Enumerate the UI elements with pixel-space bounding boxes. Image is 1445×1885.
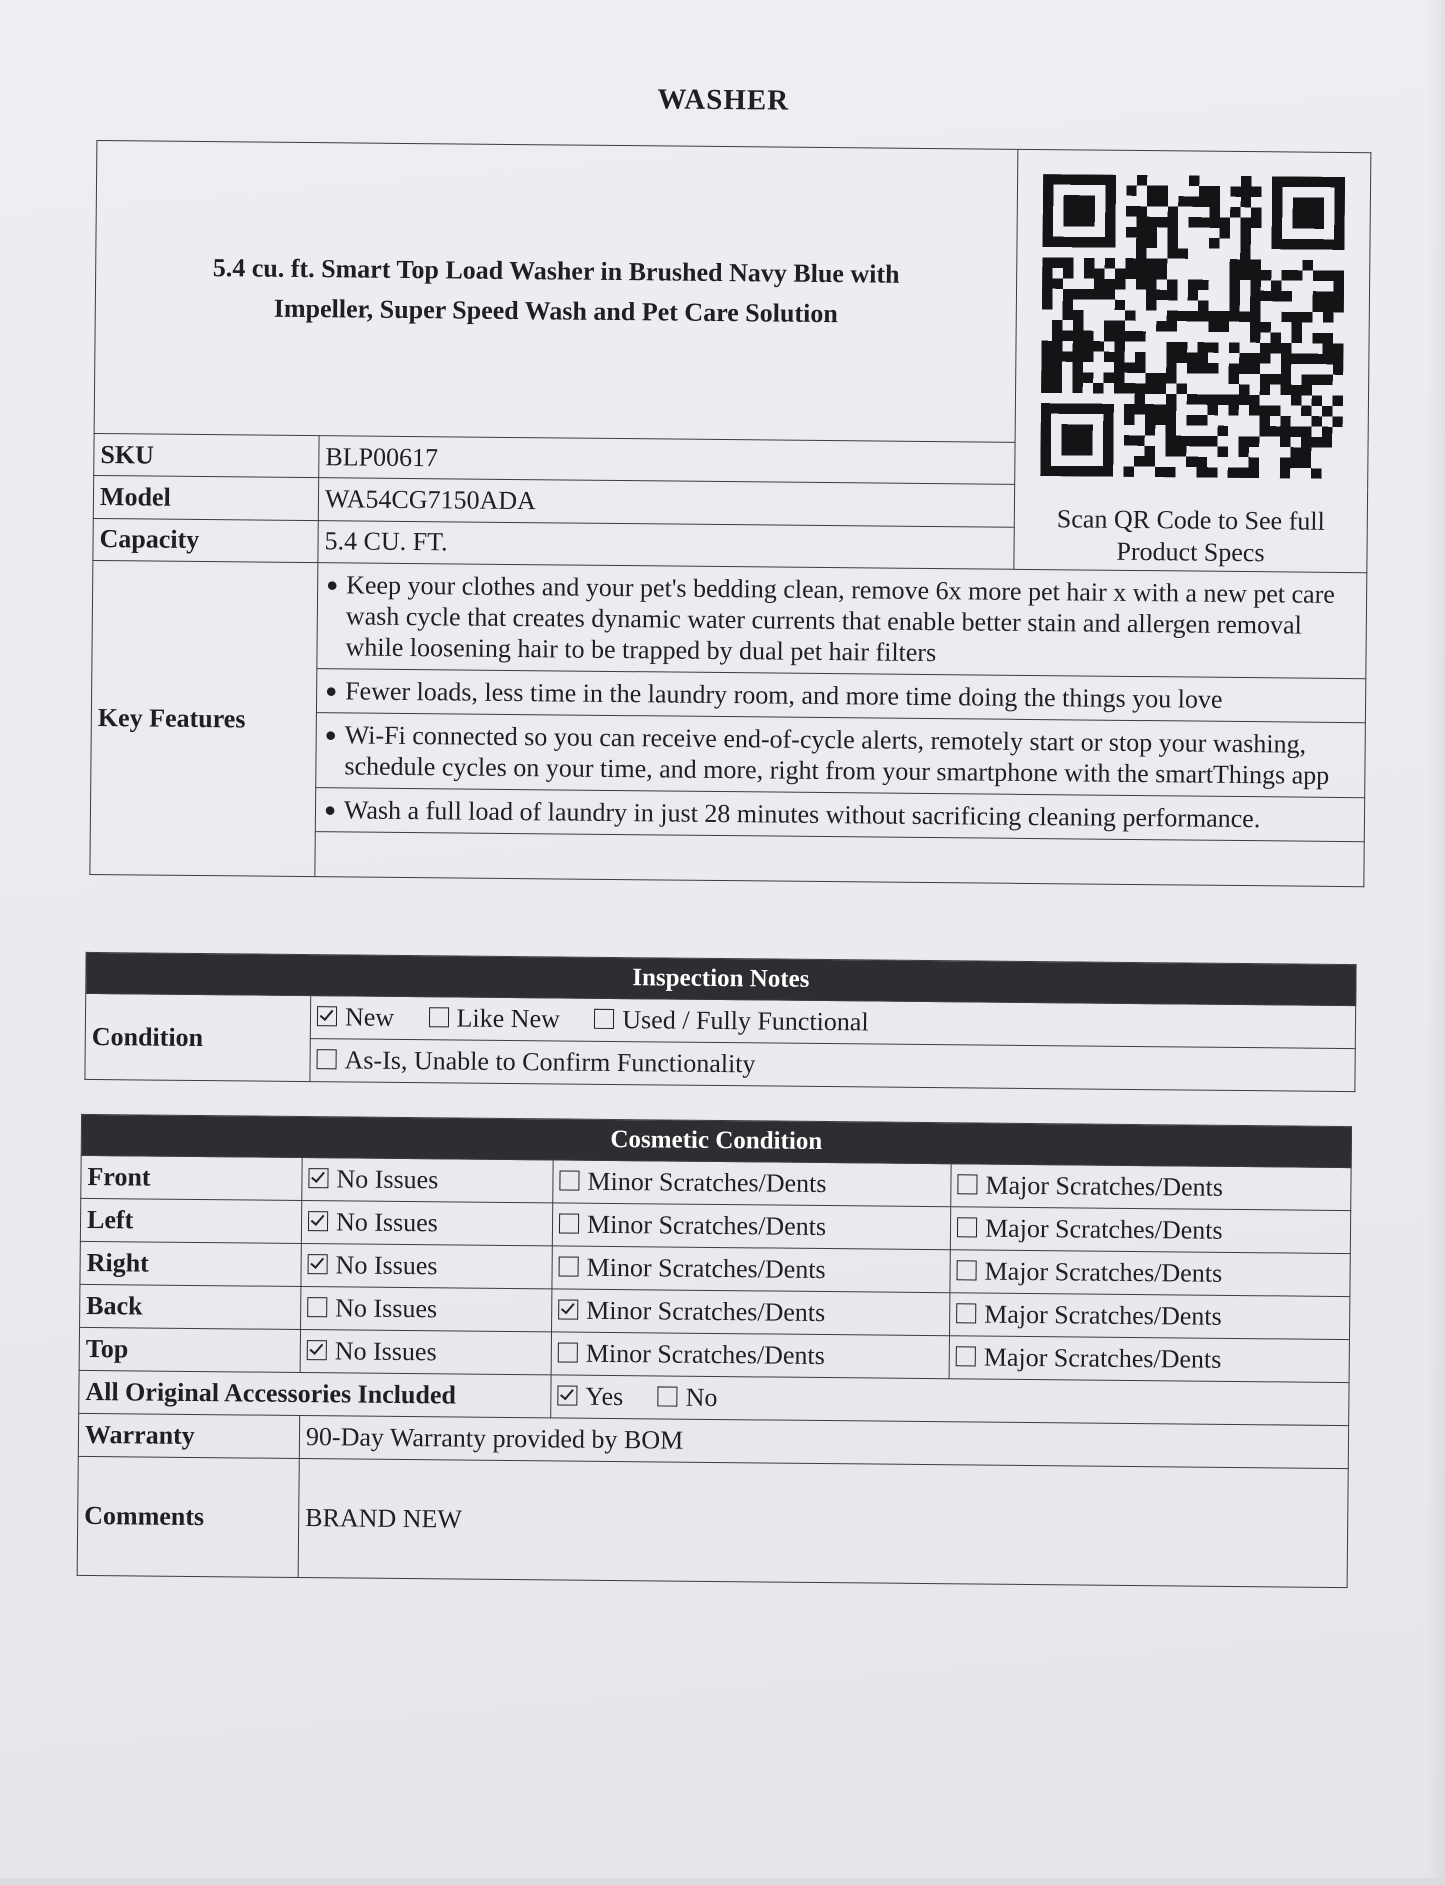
cosmetic-option-cell bbox=[551, 1332, 949, 1379]
option-label: Used / Fully Functional bbox=[622, 1005, 869, 1037]
cosmetic-option[interactable] bbox=[307, 1293, 437, 1324]
inspection-table bbox=[84, 952, 1356, 1092]
checkbox-icon[interactable] bbox=[308, 1211, 328, 1231]
spec-label-sku: SKU bbox=[94, 433, 319, 477]
checkbox-icon[interactable] bbox=[308, 1168, 328, 1188]
product-title bbox=[94, 140, 1018, 442]
cosmetic-option-cell bbox=[302, 1158, 553, 1203]
cosmetic-option[interactable] bbox=[559, 1209, 826, 1242]
cosmetic-option-cell bbox=[951, 1164, 1351, 1211]
option-label: Like New bbox=[456, 1003, 560, 1034]
condition-option-new[interactable] bbox=[317, 1002, 394, 1033]
option-label: Major Scratches/Dents bbox=[984, 1213, 1223, 1245]
cosmetic-option-cell bbox=[301, 1244, 552, 1289]
checkbox-icon[interactable] bbox=[957, 1260, 977, 1280]
option-label: No Issues bbox=[336, 1164, 439, 1195]
qr-caption-line-2: Product Specs bbox=[1116, 536, 1265, 568]
bullet-icon: ● bbox=[324, 724, 337, 747]
checkbox-icon[interactable] bbox=[558, 1342, 578, 1362]
accessories-option-yes[interactable] bbox=[557, 1381, 623, 1412]
warranty-value: 90-Day Warranty provided by BOM bbox=[299, 1415, 1348, 1468]
cosmetic-option[interactable] bbox=[558, 1252, 825, 1285]
cosmetic-option-cell bbox=[552, 1246, 950, 1293]
bullet-icon: ● bbox=[326, 574, 339, 597]
checkbox-icon[interactable] bbox=[307, 1297, 327, 1317]
option-label: No Issues bbox=[335, 1250, 438, 1281]
checkbox-icon[interactable] bbox=[558, 1299, 578, 1319]
cosmetic-option-cell bbox=[950, 1207, 1350, 1254]
cosmetic-option[interactable] bbox=[307, 1250, 437, 1281]
option-label: Major Scratches/Dents bbox=[985, 1170, 1224, 1202]
checkbox-icon[interactable] bbox=[307, 1340, 327, 1360]
cosmetic-option-cell bbox=[301, 1201, 552, 1246]
cosmetic-row-label: Back bbox=[80, 1284, 301, 1329]
condition-option-as-is[interactable] bbox=[316, 1045, 755, 1079]
cosmetic-row-label: Top bbox=[79, 1327, 300, 1372]
bullet-icon: ● bbox=[325, 680, 338, 703]
checkbox-icon[interactable] bbox=[957, 1217, 977, 1237]
option-label: Minor Scratches/Dents bbox=[586, 1252, 826, 1285]
key-feature-text: Wi-Fi connected so you can receive end-of-cycle alerts, remotely start or stop your washing, schedule cycles on your time, and more, right from your smartphone with the smartThings app bbox=[344, 720, 1330, 790]
checkbox-icon[interactable] bbox=[956, 1303, 976, 1323]
checkbox-icon[interactable] bbox=[308, 1254, 328, 1274]
cosmetic-table bbox=[77, 1114, 1352, 1588]
checkbox-icon[interactable] bbox=[559, 1170, 579, 1190]
cosmetic-option[interactable] bbox=[308, 1207, 438, 1238]
cosmetic-option[interactable] bbox=[558, 1295, 825, 1328]
qr-caption bbox=[1020, 503, 1361, 570]
checkbox-icon[interactable] bbox=[658, 1386, 678, 1406]
condition-options-row-2 bbox=[310, 1039, 1355, 1092]
condition-label: Condition bbox=[85, 993, 311, 1081]
option-label: No Issues bbox=[335, 1207, 439, 1238]
checkbox-icon[interactable] bbox=[557, 1385, 577, 1405]
spec-label-capacity: Capacity bbox=[93, 518, 318, 563]
cosmetic-row-label: Right bbox=[80, 1241, 301, 1286]
cosmetic-option-cell bbox=[553, 1160, 951, 1207]
key-features-label: Key Features bbox=[90, 560, 318, 876]
product-title-line-2: Impeller, Super Speed Wash and Pet Care Solution bbox=[273, 293, 838, 329]
cosmetic-option[interactable] bbox=[956, 1342, 1222, 1375]
key-feature-text: Fewer loads, less time in the laundry room, and more time doing the things you love bbox=[345, 676, 1223, 714]
checkbox-icon[interactable] bbox=[317, 1049, 337, 1069]
inspection-header: Inspection Notes bbox=[86, 952, 1356, 1005]
comments-label: Comments bbox=[77, 1456, 299, 1577]
condition-option-like-new[interactable] bbox=[428, 1003, 560, 1034]
accessories-label: All Original Accessories Included bbox=[79, 1370, 551, 1418]
qr-cell bbox=[1014, 149, 1371, 572]
checkbox-icon[interactable] bbox=[559, 1213, 579, 1233]
option-label: No Issues bbox=[334, 1336, 437, 1367]
cosmetic-option-cell bbox=[301, 1287, 552, 1332]
option-label: Minor Scratches/Dents bbox=[587, 1166, 827, 1199]
document-title: WASHER bbox=[657, 83, 790, 117]
checkbox-icon[interactable] bbox=[956, 1346, 976, 1366]
cosmetic-option[interactable] bbox=[559, 1166, 826, 1199]
option-label: As-Is, Unable to Confirm Functionality bbox=[344, 1045, 756, 1079]
qr-modules bbox=[1040, 174, 1345, 479]
key-feature-text: Keep your clothes and your pet's bedding clean, remove 6x more pet hair x with a new pet care wash cycle that creates dynamic water currents that enable better stain and allergen removal while loosening hair to be trapped by dual pet hair filters bbox=[345, 570, 1335, 668]
checkbox-icon[interactable] bbox=[957, 1174, 977, 1194]
cosmetic-row-label: Left bbox=[80, 1198, 301, 1243]
accessories-option-no[interactable] bbox=[658, 1382, 718, 1413]
checkbox-icon[interactable] bbox=[429, 1007, 449, 1027]
accessories-options bbox=[551, 1375, 1349, 1426]
option-label: Minor Scratches/Dents bbox=[585, 1338, 825, 1371]
option-label: New bbox=[344, 1002, 395, 1032]
qr-caption-line-1: Scan QR Code to See full bbox=[1056, 504, 1325, 536]
product-table bbox=[89, 140, 1371, 887]
cosmetic-option-cell bbox=[949, 1336, 1349, 1383]
option-label: Minor Scratches/Dents bbox=[586, 1295, 826, 1328]
option-label: Minor Scratches/Dents bbox=[586, 1209, 827, 1242]
cosmetic-option[interactable] bbox=[956, 1256, 1222, 1289]
checkbox-icon[interactable] bbox=[594, 1009, 614, 1029]
cosmetic-row-label: Front bbox=[81, 1155, 302, 1200]
cosmetic-option-cell bbox=[949, 1293, 1349, 1340]
cosmetic-option[interactable] bbox=[957, 1170, 1223, 1203]
condition-option-used[interactable] bbox=[594, 1005, 869, 1038]
option-label: Major Scratches/Dents bbox=[984, 1299, 1222, 1331]
cosmetic-option-cell bbox=[552, 1289, 950, 1336]
cosmetic-option[interactable] bbox=[956, 1299, 1222, 1332]
bullet-icon: ● bbox=[323, 799, 337, 822]
cosmetic-option[interactable] bbox=[558, 1338, 825, 1371]
comments-value: BRAND NEW bbox=[298, 1458, 1348, 1587]
cosmetic-option[interactable] bbox=[307, 1336, 437, 1367]
cosmetic-option[interactable] bbox=[957, 1213, 1223, 1246]
cosmetic-header: Cosmetic Condition bbox=[81, 1114, 1351, 1167]
cosmetic-option-cell bbox=[300, 1330, 551, 1375]
key-feature-text: Wash a full load of laundry in just 28 minutes without sacrificing cleaning performance. bbox=[343, 795, 1261, 834]
spec-value-capacity: 5.4 CU. FT. bbox=[318, 520, 1014, 569]
option-label: Major Scratches/Dents bbox=[984, 1256, 1223, 1288]
spec-label-model: Model bbox=[93, 476, 318, 520]
option-label: No bbox=[685, 1382, 718, 1413]
cosmetic-option-cell bbox=[552, 1203, 950, 1250]
option-label: Yes bbox=[585, 1381, 624, 1412]
cosmetic-option[interactable] bbox=[308, 1164, 438, 1195]
product-title-line-1: 5.4 cu. ft. Smart Top Load Washer in Brushed Navy Blue with bbox=[212, 253, 900, 289]
cosmetic-option-cell bbox=[950, 1250, 1350, 1297]
key-feature-item bbox=[316, 713, 1366, 798]
option-label: No Issues bbox=[335, 1293, 438, 1324]
key-feature-item bbox=[317, 563, 1367, 679]
option-label: Major Scratches/Dents bbox=[983, 1342, 1222, 1374]
checkbox-icon[interactable] bbox=[559, 1256, 579, 1276]
spec-value-sku: BLP00617 bbox=[319, 436, 1015, 485]
cosmetic-rows bbox=[79, 1155, 1351, 1382]
warranty-label: Warranty bbox=[78, 1413, 299, 1458]
spec-value-model: WA54CG7150ADA bbox=[318, 478, 1014, 527]
checkbox-icon[interactable] bbox=[317, 1006, 337, 1026]
qr-code-icon[interactable] bbox=[1040, 174, 1345, 479]
